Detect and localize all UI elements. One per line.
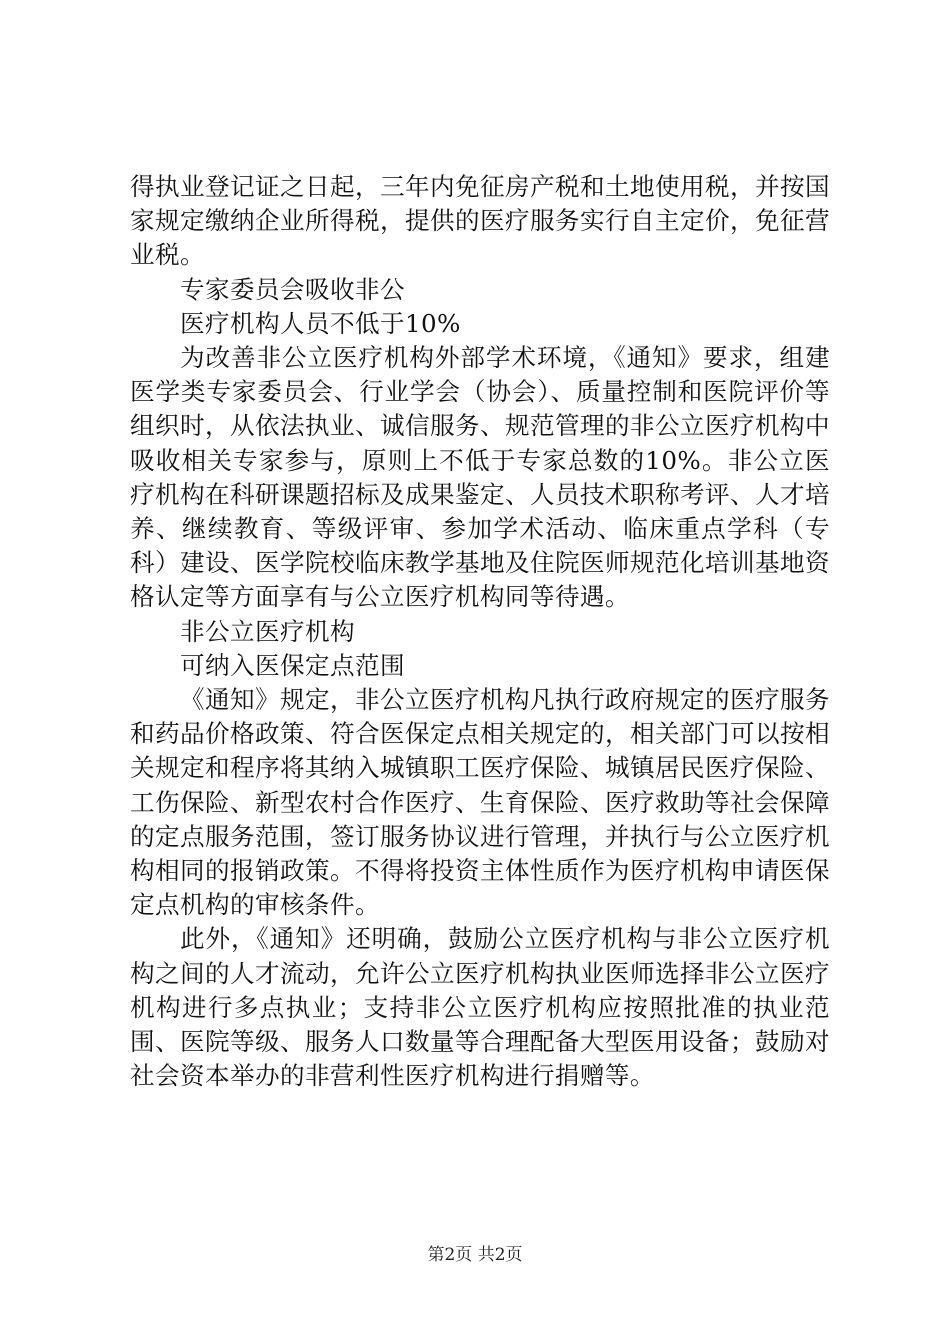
paragraph-tax-exemption: 得执业登记证之日起，三年内免征房产税和土地使用税，并按国家规定缴纳企业所得税，提供的医疗服务实行自主定价，免征营业税。 xyxy=(130,172,830,270)
subheading-expert-committee-line1: 专家委员会吸收非公 xyxy=(180,274,405,304)
paragraph-academic-environment: 为改善非公立医疗机构外部学术环境，《通知》要求，组建医学类专家委员会、行业学会（协会）、质量控制和医院评价等组织时，从依法执业、诚信服务、规范管理的非公立医疗机构中吸收相关专家参与，原则上不低于专家总数的10%。非公立医疗机构在科研课题招标及成果鉴定、人员技术职称考评、人才培养、继续教育、等级评审、参加学术活动、临床重点学科（专科）建设、医学院校临床教学基地及住院医师规范化培训基地资格认定等方面享有与公立医疗机构同等待遇。 xyxy=(130,343,830,612)
document-body xyxy=(130,170,830,1093)
subheading-expert-committee-line2: 医疗机构人员不低于10% xyxy=(180,308,461,338)
subheading-medical-insurance-line2: 可纳入医保定点范围 xyxy=(180,650,405,680)
paragraph-additional-measures: 此外，《通知》还明确，鼓励公立医疗机构与非公立医疗机构之间的人才流动，允许公立医疗机构执业医师选择非公立医疗机构进行多点执业；支持非公立医疗机构应按照批准的执业范围、医院等级、服务人口数量等合理配备大型医用设备；鼓励对社会资本举办的非营利性医疗机构进行捐赠等。 xyxy=(130,924,830,1091)
paragraph-insurance-policy: 《通知》规定，非公立医疗机构凡执行政府规定的医疗服务和药品价格政策、符合医保定点相关规定的，相关部门可以按相关规定和程序将其纳入城镇职工医疗保险、城镇居民医疗保险、工伤保险、新型农村合作医疗、生育保险、医疗救助等社会保障的定点服务范围，签订服务协议进行管理，并执行与公立医疗机构相同的报销政策。不得将投资主体性质作为医疗机构申请医保定点机构的审核条件。 xyxy=(130,685,830,920)
subheading-medical-insurance-line1: 非公立医疗机构 xyxy=(180,616,355,646)
page-number-footer: 第2页 共2页 xyxy=(427,1245,523,1265)
